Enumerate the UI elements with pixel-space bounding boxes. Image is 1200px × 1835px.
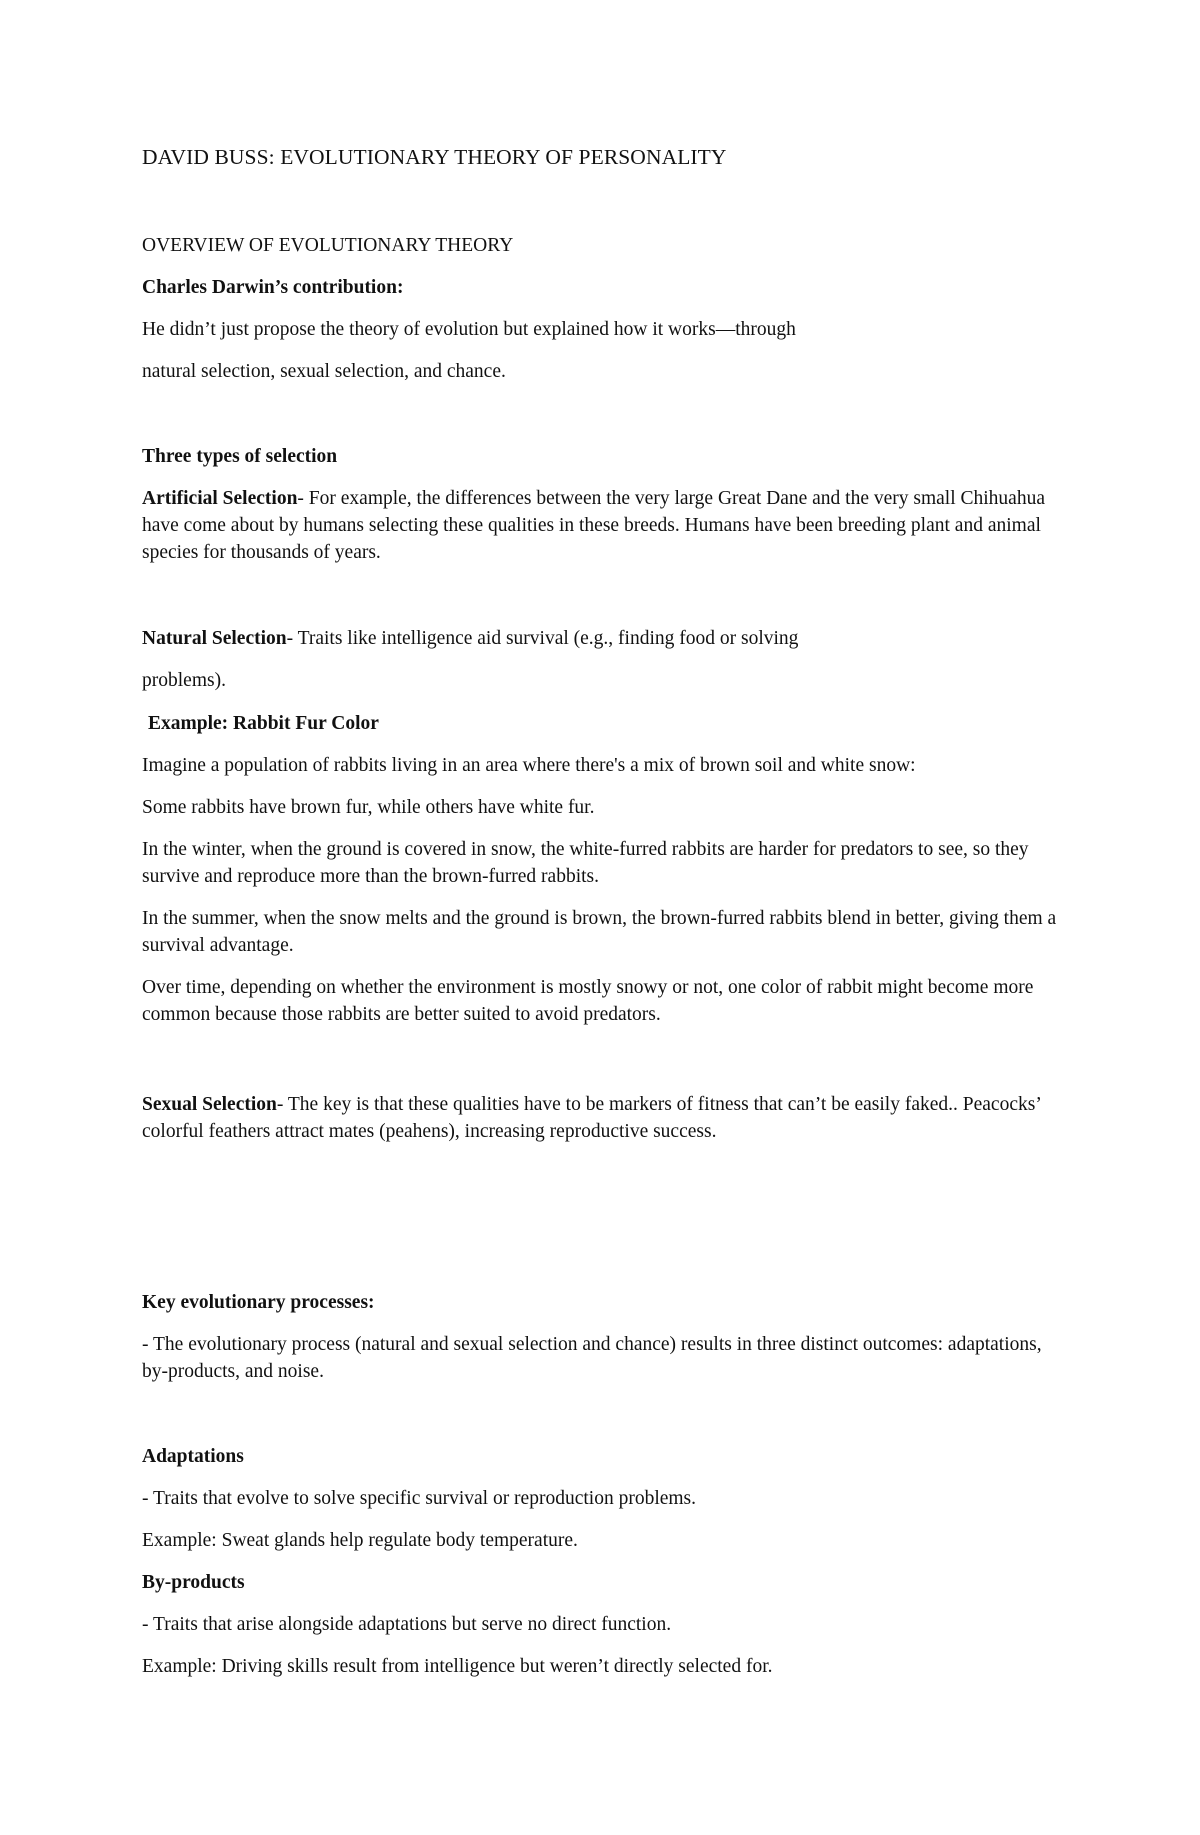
document-title: DAVID BUSS: EVOLUTIONARY THEORY OF PERSONALITY: [142, 145, 727, 169]
natural-selection-term: Natural Selection: [142, 628, 287, 649]
byproducts-example: Example: Driving skills result from intelligence but weren’t directly selected for.: [142, 1656, 773, 1677]
rabbit-paragraph-1: Imagine a population of rabbits living in an area where there's a mix of brown soil and white snow:: [142, 755, 916, 776]
artificial-selection-paragraph: [142, 485, 1067, 566]
artificial-selection-term: Artificial Selection: [142, 488, 298, 509]
adaptations-example: Example: Sweat glands help regulate body temperature.: [142, 1530, 578, 1551]
darwin-line-1: He didn’t just propose the theory of evolution but explained how it works—through: [142, 319, 796, 340]
adaptations-text: - Traits that evolve to solve specific survival or reproduction problems.: [142, 1488, 697, 1509]
rabbit-paragraph-4: In the summer, when the snow melts and the ground is brown, the brown-furred rabbits blend in better, giving them a survival advantage.: [142, 908, 1057, 956]
byproducts-text: - Traits that arise alongside adaptations but serve no direct function.: [142, 1614, 672, 1635]
byproducts-heading: By-products: [142, 1572, 245, 1593]
rabbit-paragraph-3: In the winter, when the ground is covered in snow, the white-furred rabbits are harder for predators to see, so they survive and reproduce more than the brown-furred rabbits.: [142, 839, 1029, 887]
darwin-heading: Charles Darwin’s contribution:: [142, 277, 404, 298]
darwin-line-2: natural selection, sexual selection, and chance.: [142, 361, 506, 382]
sexual-selection-term: Sexual Selection: [142, 1094, 277, 1115]
natural-selection-line-1: Natural Selection- Traits like intelligence aid survival (e.g., finding food or solving: [142, 628, 799, 649]
rabbit-paragraph-5: Over time, depending on whether the environment is mostly snowy or not, one color of rabbit might become more common because those rabbits are better suited to avoid predators.: [142, 977, 1034, 1025]
adaptations-heading: Adaptations: [142, 1446, 244, 1467]
overview-heading: OVERVIEW OF EVOLUTIONARY THEORY: [142, 235, 514, 256]
rabbit-paragraph-2: Some rabbits have brown fur, while others have white fur.: [142, 797, 595, 818]
sexual-selection-text: - The key is that these qualities have to be markers of fitness that can’t be easily faked.. Peacocks’ colorful feathers attract mates (peahens), increasing reproductive success.: [142, 1094, 1041, 1142]
key-processes-text: - The evolutionary process (natural and sexual selection and chance) results in three distinct outcomes: adaptations, by-products, and noise.: [142, 1334, 1042, 1382]
natural-selection-line-2: problems).: [142, 670, 226, 691]
artificial-selection-text: - For example, the differences between the very large Great Dane and the very small Chihuahua have come about by humans selecting these qualities in these breeds. Humans have been breeding plant and animal species for thousands of years.: [142, 488, 1045, 563]
rabbit-example-heading: Example: Rabbit Fur Color: [148, 713, 379, 734]
selection-types-heading: Three types of selection: [142, 446, 338, 467]
sexual-selection-paragraph: [142, 1091, 1067, 1145]
key-processes-heading: Key evolutionary processes:: [142, 1292, 375, 1313]
